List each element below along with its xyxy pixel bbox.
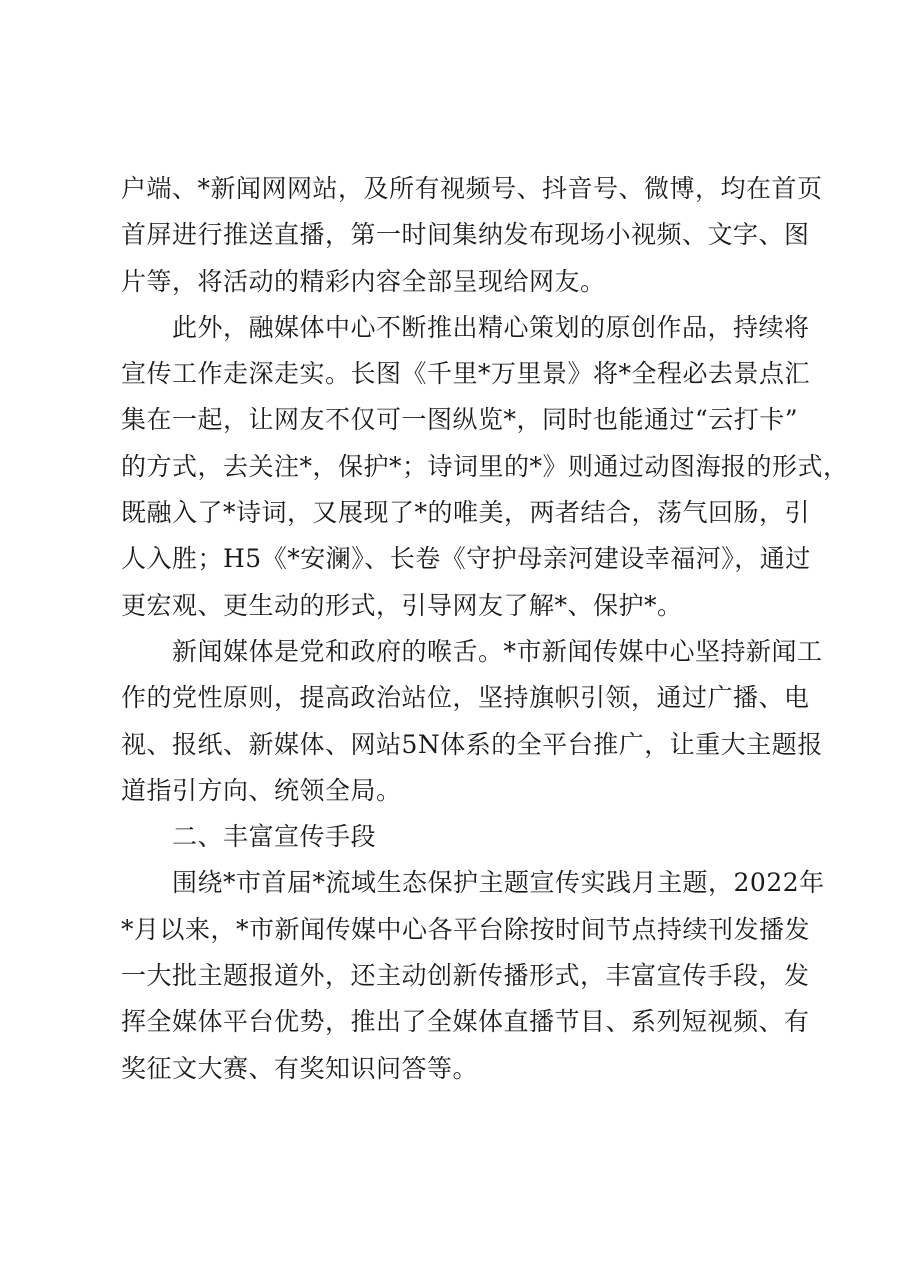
text-line: 一大批主题报道外，还主动创新传播形式，丰富宣传手段，发	[121, 961, 810, 991]
text-line: *月以来，*市新闻传媒中心各平台除按时间节点持续刊发播发	[121, 914, 811, 944]
text-line: 人入胜；H5《*安澜》、长卷《守护母亲河建设幸福河》，通过	[121, 544, 811, 574]
text-line: 既融入了*诗词，又展现了*的唯美，两者结合，荡气回肠，引	[121, 498, 811, 528]
section-heading: 二、丰富宣传手段	[121, 822, 377, 852]
text-line: 道指引方向、统领全局。	[121, 775, 402, 805]
text-line: 视、报纸、新媒体、网站5N体系的全平台推广，让重大主题报	[121, 729, 823, 759]
text-line: 宣传工作走深走实。长图《千里*万里景》将*全程必去景点汇	[121, 359, 811, 389]
text-line: 作的党性原则，提高政治站位，坚持旗帜引领，通过广播、电	[121, 683, 810, 713]
text-line: 新闻媒体是党和政府的喉舌。*市新闻传媒中心坚持新闻工	[121, 636, 823, 666]
text-line: 户端、*新闻网网站，及所有视频号、抖音号、微博，均在首页	[121, 174, 823, 203]
text-line: 片等，将活动的精彩内容全部呈现给网友。	[121, 266, 606, 296]
text-line: 集在一起，让网友不仅可一图纵览*，同时也能通过“云打卡”	[121, 405, 799, 435]
text-line: 围绕*市首届*流域生态保护主题宣传实践月主题，2022年	[121, 868, 825, 898]
text-line: 更宏观、更生动的形式，引导网友了解*、保护*。	[121, 590, 683, 620]
text-line: 奖征文大赛、有奖知识问答等。	[121, 1053, 479, 1083]
text-line: 此外，融媒体中心不断推出精心策划的原创作品，持续将	[121, 312, 810, 342]
document-body	[121, 166, 849, 1092]
text-line: 首屏进行推送直播，第一时间集纳发布现场小视频、文字、图	[121, 220, 810, 250]
text-line: 的方式，去关注*，保护*；诗词里的*》则通过动图海报的形式，	[121, 451, 849, 481]
text-line: 挥全媒体平台优势，推出了全媒体直播节目、系列短视频、有	[121, 1007, 810, 1037]
